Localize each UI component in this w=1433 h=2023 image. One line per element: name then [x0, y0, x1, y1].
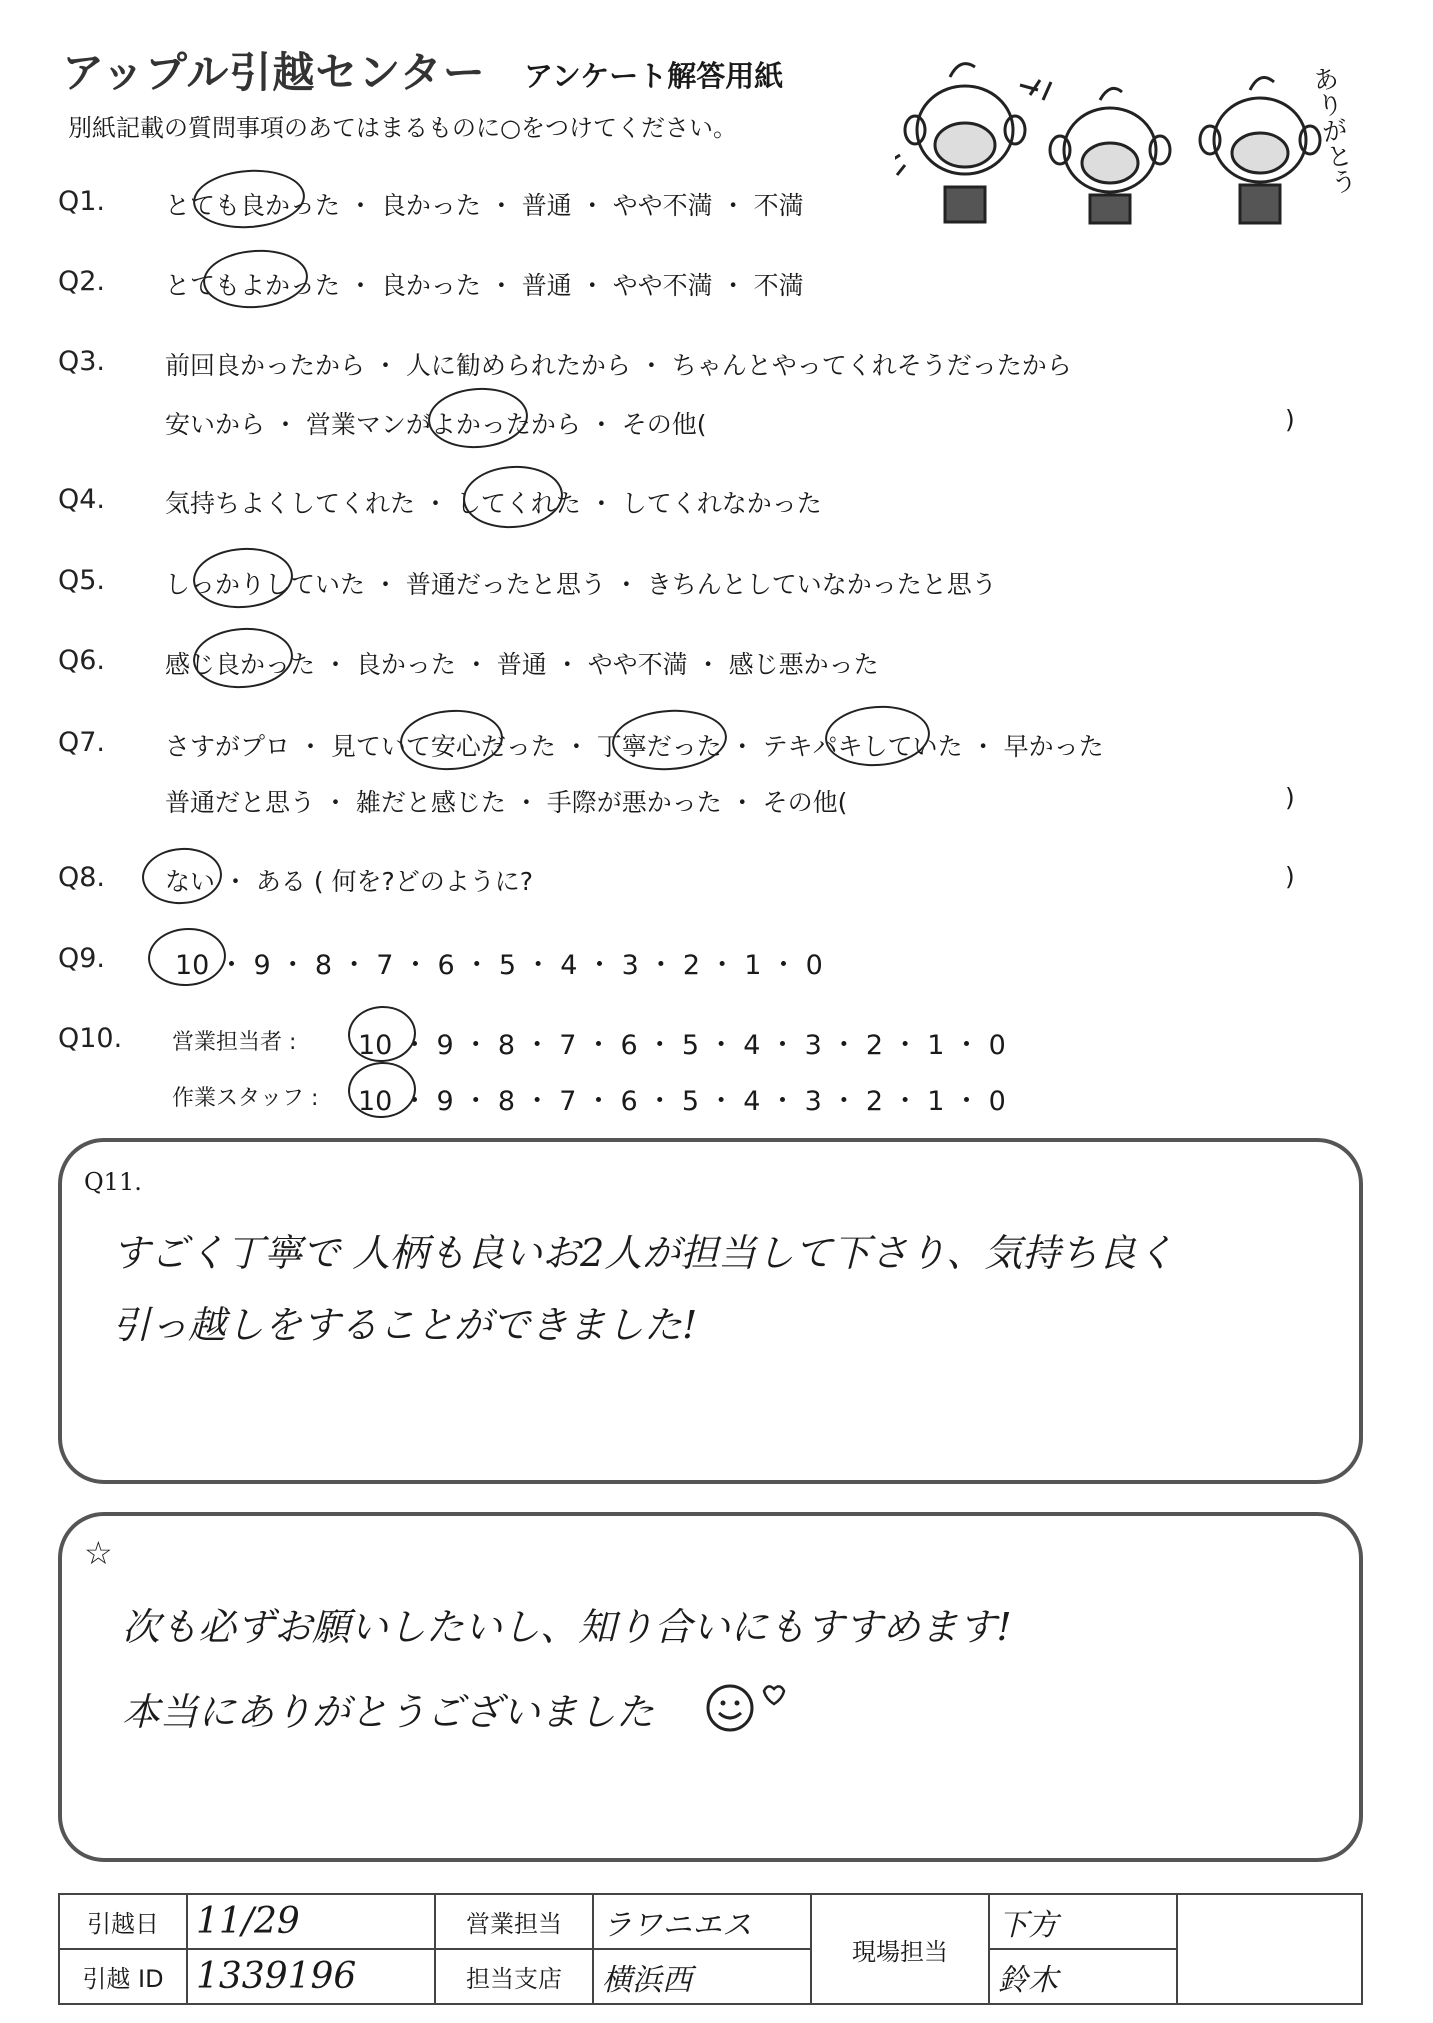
field-staff-2: 鈴木 — [989, 1949, 1177, 2004]
q6-number: Q6. — [58, 645, 106, 676]
footer-info-table — [58, 1893, 1363, 2005]
q8-options: ない ・ ある ( 何を?どのように? — [165, 867, 534, 896]
q4-options: 気持ちよくしてくれた ・ してくれた ・ してくれなかった — [165, 489, 822, 518]
q11-label: Q11. — [84, 1168, 142, 1196]
q3-options-line1: 前回良かったから ・ 人に勧められたから ・ ちゃんとやってくれそうだったから — [165, 351, 1072, 380]
company-name: アップル引越センター — [62, 48, 486, 97]
field-staff-1: 下方 — [989, 1894, 1177, 1949]
q3-number: Q3. — [58, 346, 106, 377]
instruction-text: 別紙記載の質問事項のあてはまるものに○をつけてください。 — [68, 114, 737, 142]
q11-comment-box — [58, 1138, 1363, 1484]
field-staff-label: 現場担当 — [811, 1894, 989, 2004]
branch-value: 横浜西 — [593, 1949, 811, 2004]
sales-rep-value: ラワニエス — [593, 1894, 811, 1949]
q5-number: Q5. — [58, 565, 106, 596]
form-title: アンケート解答用紙 — [524, 59, 784, 93]
monkey-mascots-icon — [895, 55, 1355, 225]
q3-close-paren: ) — [1285, 405, 1295, 434]
mascot-illustration — [895, 55, 1355, 225]
star-comment-line1: 次も必ずお願いしたいし、知り合いにもすすめます! — [122, 1605, 1012, 1649]
answer-circle-q5 — [191, 545, 295, 612]
answer-circle-q6 — [191, 625, 295, 692]
sales-rep-label: 営業担当 — [435, 1894, 593, 1949]
q10-sales-label: 営業担当者 : — [172, 1030, 297, 1055]
smiley-icon — [702, 1676, 792, 1740]
q7-options-line1: さすがプロ ・ 見ていて安心だった ・ 丁寧だった ・ テキパキしていた ・ 早かった — [165, 732, 1104, 761]
q10-sales-scale: 10 ・ 9 ・ 8 ・ 7 ・ 6 ・ 5 ・ 4 ・ 3 ・ 2 ・ 1 ・ 0 — [358, 1030, 1006, 1061]
q10-staff-scale: 10 ・ 9 ・ 8 ・ 7 ・ 6 ・ 5 ・ 4 ・ 3 ・ 2 ・ 1 ・ 0 — [358, 1086, 1006, 1117]
q6-options: 感じ良かった ・ 良かった ・ 普通 ・ やや不満 ・ 感じ悪かった — [165, 650, 879, 679]
q10-number: Q10. — [58, 1023, 123, 1054]
answer-circle-q7a — [398, 706, 505, 773]
star-icon: ☆ — [84, 1534, 113, 1572]
move-id-label: 引越 ID — [59, 1949, 187, 2004]
q4-number: Q4. — [58, 484, 106, 515]
star-comment-line2: 本当にありがとうございました — [122, 1690, 655, 1734]
q2-number: Q2. — [58, 266, 106, 297]
q10-staff-label: 作業スタッフ : — [172, 1086, 319, 1111]
q5-options: しっかりしていた ・ 普通だったと思う ・ きちんとしていなかったと思う — [165, 570, 997, 599]
q2-options: とてもよかった ・ 良かった ・ 普通 ・ やや不満 ・ 不満 — [165, 271, 804, 300]
move-id-value: 1339196 — [187, 1949, 435, 2004]
q9-number: Q9. — [58, 943, 106, 974]
q8-number: Q8. — [58, 862, 106, 893]
q7-options-line2: 普通だと思う ・ 雑だと感じた ・ 手際が悪かった ・ その他( — [165, 788, 848, 817]
answer-circle-q7b — [610, 706, 729, 774]
move-date-value: 11/29 — [187, 1894, 435, 1949]
q3-options-line2: 安いから ・ 営業マンがよかったから ・ その他( — [165, 410, 707, 439]
q9-scale: 10 ・ 9 ・ 8 ・ 7 ・ 6 ・ 5 ・ 4 ・ 3 ・ 2 ・ 1 ・ 0 — [175, 950, 823, 981]
q11-comment-line2: 引っ越しをすることができました! — [112, 1303, 698, 1347]
answer-circle-q3 — [426, 385, 530, 452]
move-date-label: 引越日 — [59, 1894, 187, 1949]
q11-comment-line1: すごく丁寧で 人柄も良いお2人が担当して下さり、気持ち良く — [112, 1231, 1175, 1275]
q8-close-paren: ) — [1285, 862, 1295, 891]
q1-options: とても良かった ・ 良かった ・ 普通 ・ やや不満 ・ 不満 — [165, 191, 804, 220]
answer-circle-q4 — [461, 463, 565, 532]
footer-empty-cell — [1177, 1894, 1362, 2004]
branch-label: 担当支店 — [435, 1949, 593, 2004]
q1-number: Q1. — [58, 186, 106, 217]
mascot-thanks-text: ありがとう — [1306, 63, 1359, 197]
q7-close-paren: ) — [1285, 783, 1295, 812]
star-comment-box — [58, 1512, 1363, 1862]
q7-number: Q7. — [58, 727, 106, 758]
